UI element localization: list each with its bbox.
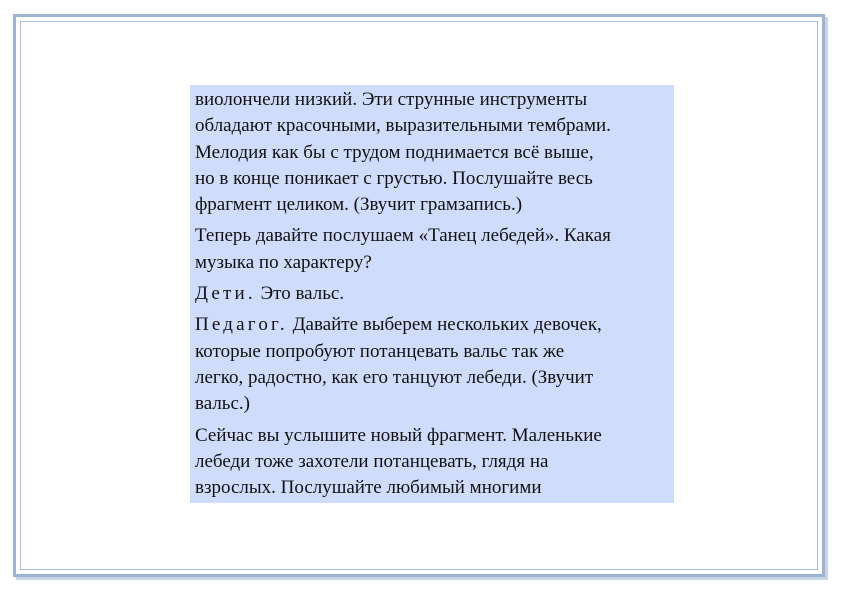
text-line: взрослых. Послушайте любимый многими [195, 477, 542, 499]
text-line: Сейчас вы услышите новый фрагмент. Маленькие [195, 424, 602, 446]
text-line: музыка по характеру? [195, 251, 372, 273]
paragraph-4 [195, 312, 670, 417]
text-line: обладают красочными, выразительными тембрами. [195, 115, 611, 137]
speaker-label: Дети. [195, 283, 256, 305]
speech-text: Это вальс. [255, 283, 345, 305]
paragraph-2 [195, 223, 670, 276]
text-box [190, 85, 674, 503]
text-line: Теперь давайте послушаем «Танец лебедей». Какая [195, 225, 611, 247]
text-line [195, 281, 670, 307]
text-line: фрагмент целиком. (Звучит грамзапись.) [195, 194, 523, 216]
text-line: Мелодия как бы с трудом поднимается всё выше, [195, 141, 594, 163]
text-line: лебеди тоже захотели потанцевать, глядя на [195, 450, 549, 472]
paragraph-1 [195, 87, 670, 218]
text-line: виолончели низкий. Эти струнные инструменты [195, 89, 588, 110]
text-line [195, 312, 670, 338]
paragraph-5 [195, 423, 670, 502]
paragraph-3 [195, 281, 670, 307]
text-line: легко, радостно, как его танцуют лебеди. (Звучит [195, 366, 594, 388]
text-line: но в конце поникает с грустью. Послушайте весь [195, 167, 593, 189]
speech-text: Давайте выберем нескольких девочек, [287, 314, 602, 336]
text-line: вальс.) [195, 393, 250, 415]
text-line: которые попробуют потанцевать вальс так же [195, 340, 565, 362]
speaker-label: Педагог. [195, 314, 288, 336]
